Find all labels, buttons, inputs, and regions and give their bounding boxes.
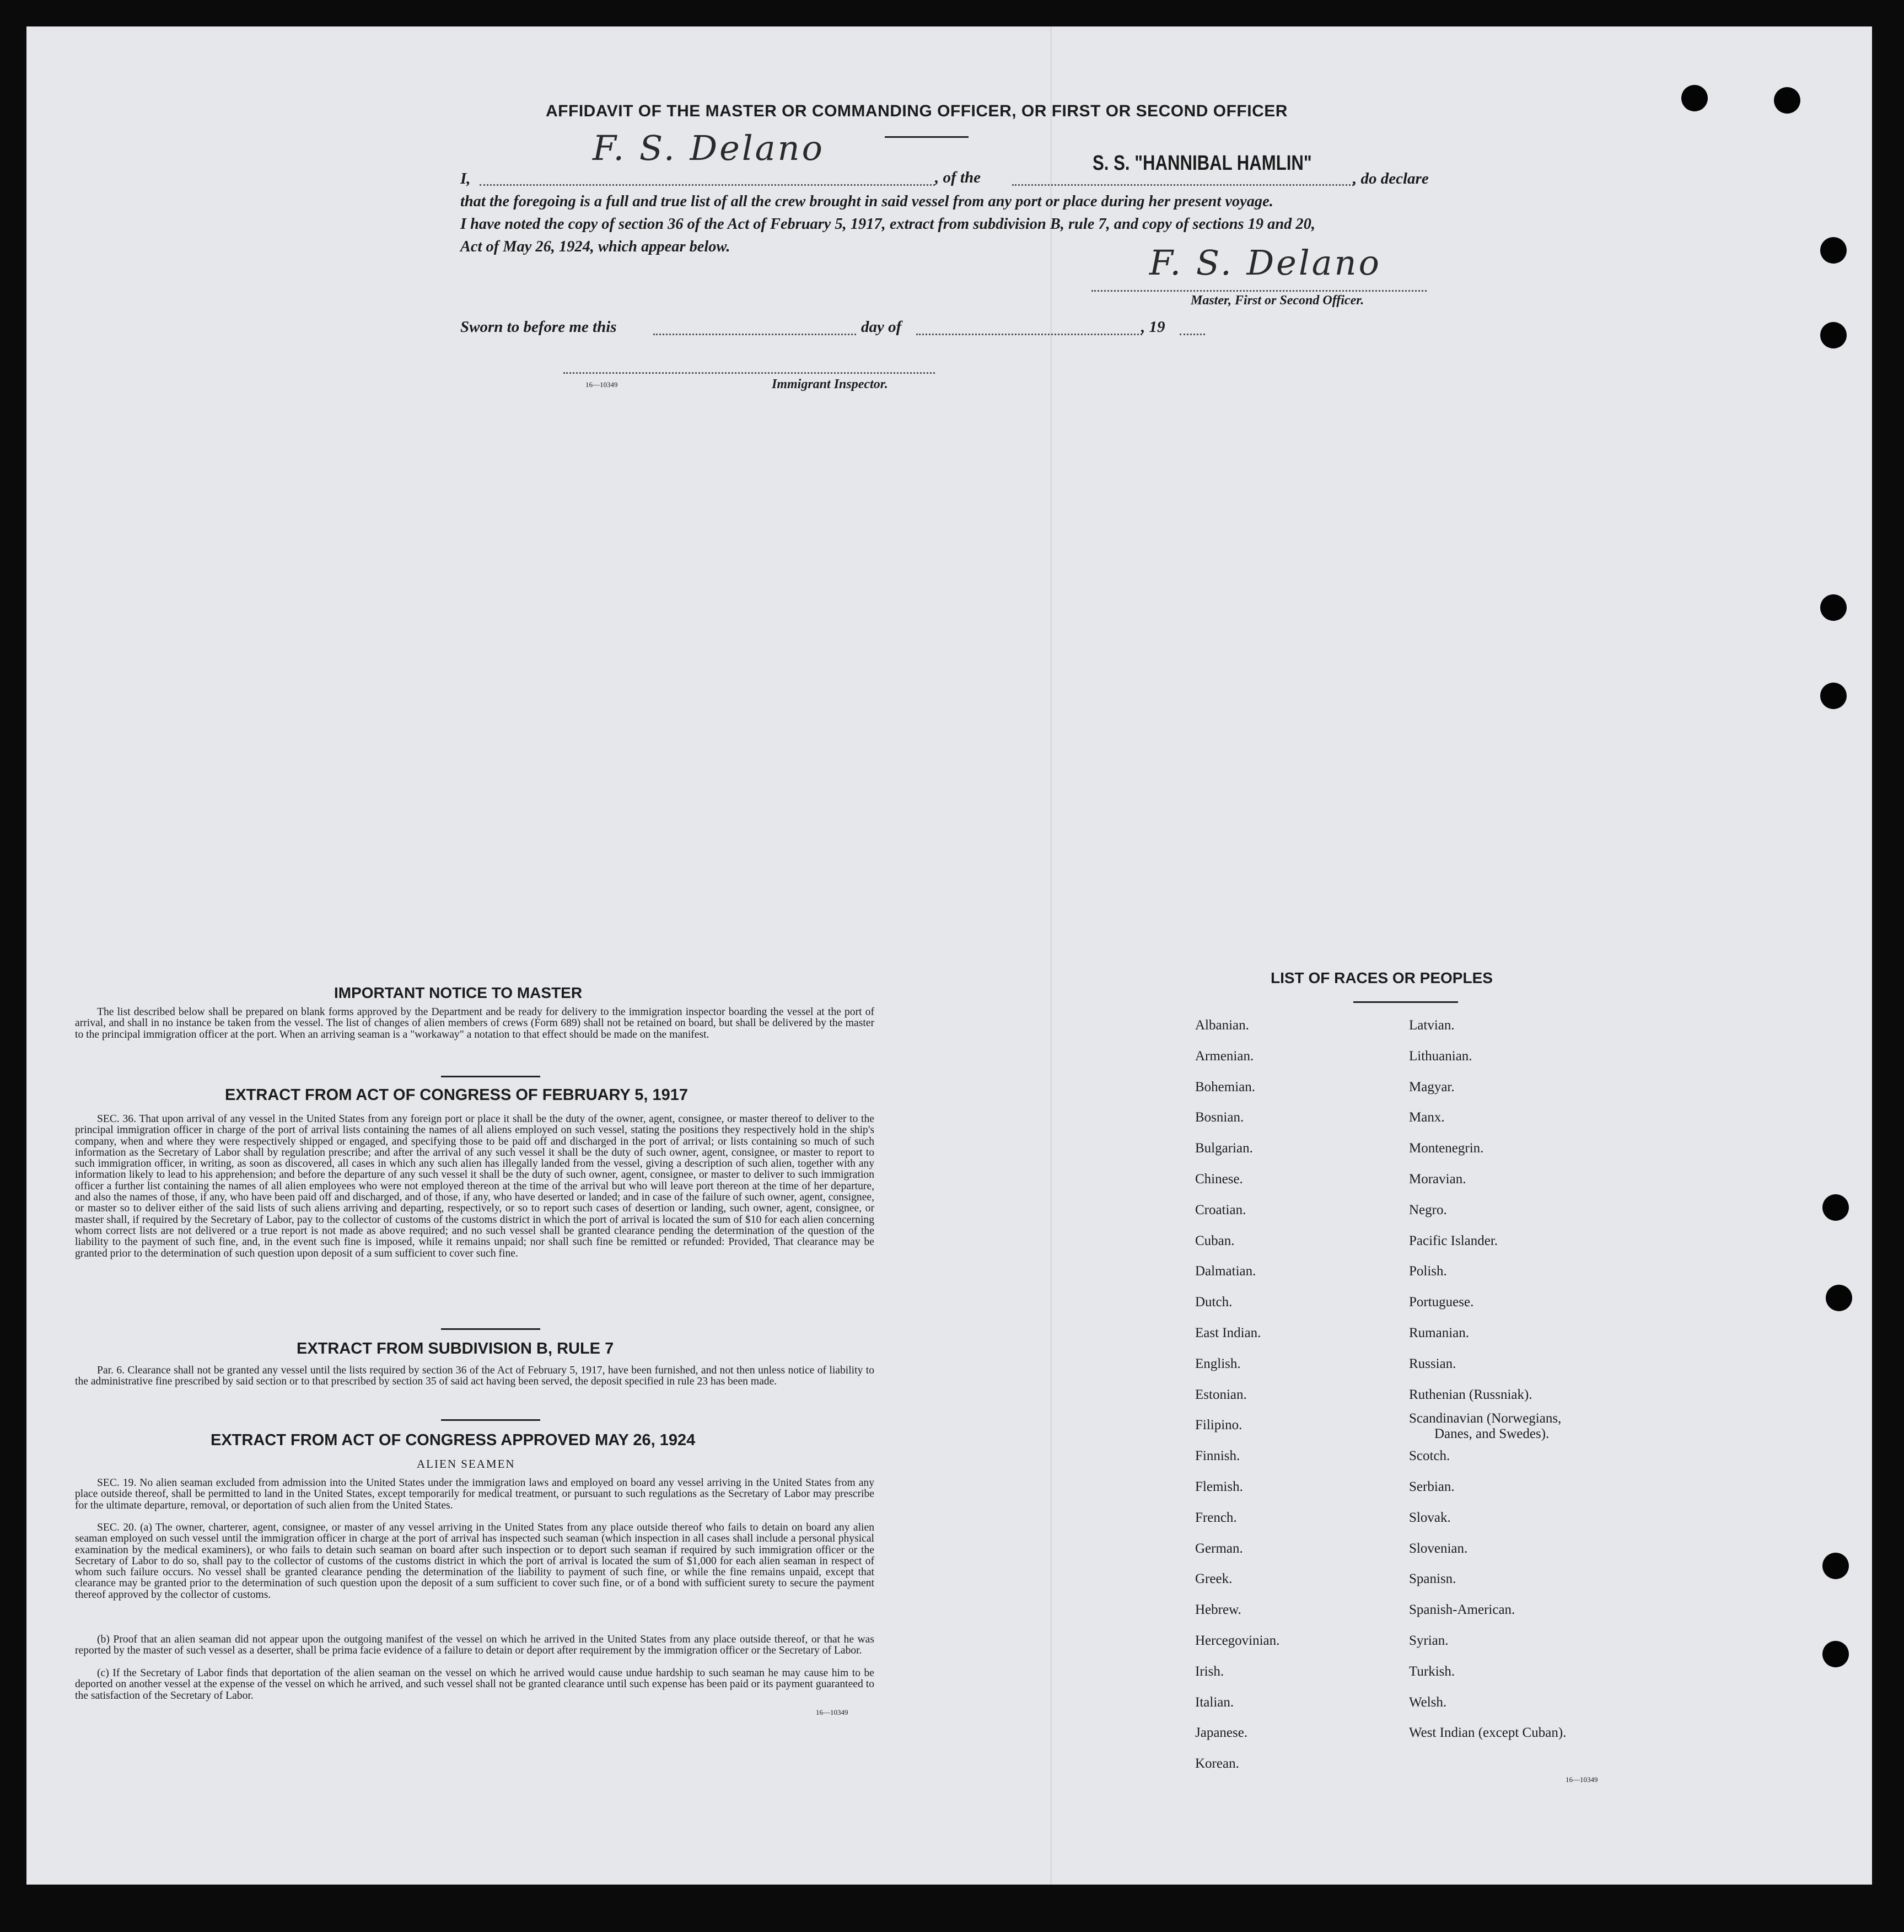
extract-1924-sec20c: (c) If the Secretary of Labor finds that deportation of the alien seaman on the vessel on which he arrived would cause undue hardship to such seaman he may cause him to be deported on another vessel at the expense of the vessel on which he arrived, and such vessel shall not be granted clearance until such expense has been paid or its payment guaranteed to the satisfaction of the Secretary of Labor. <box>75 1667 874 1702</box>
race-item: Filipino. <box>1195 1418 1243 1432</box>
race-item: East Indian. <box>1195 1325 1261 1340</box>
race-item: Hebrew. <box>1195 1602 1241 1617</box>
race-item: Negro. <box>1409 1203 1447 1217</box>
of-the-label: , of the <box>935 169 981 186</box>
race-item: Latvian. <box>1409 1018 1455 1033</box>
affidavit-line-4: Act of May 26, 1924, which appear below. <box>460 238 730 255</box>
race-item: Portuguese. <box>1409 1295 1474 1310</box>
race-item: Serbian. <box>1409 1479 1455 1494</box>
form-number: 16—10349 <box>1566 1775 1598 1784</box>
race-item: English. <box>1195 1356 1241 1371</box>
race-item: Croatian. <box>1195 1203 1246 1217</box>
extract-1924-title: EXTRACT FROM ACT OF CONGRESS APPROVED MAY 26, 1924 <box>211 1431 696 1449</box>
race-item: Slovak. <box>1409 1510 1451 1525</box>
vessel-name: S. S. "HANNIBAL HAMLIN" <box>1093 152 1312 175</box>
race-item: Pacific Islander. <box>1409 1233 1498 1248</box>
race-item: Slovenian. <box>1409 1541 1468 1556</box>
punch-hole <box>1820 322 1847 348</box>
race-item: Chinese. <box>1195 1172 1243 1187</box>
race-item: Cuban. <box>1195 1233 1235 1248</box>
race-item: Russian. <box>1409 1356 1456 1371</box>
extract-rule7-title: EXTRACT FROM SUBDIVISION B, RULE 7 <box>297 1340 614 1357</box>
races-title: LIST OF RACES OR PEOPLES <box>1271 969 1493 986</box>
race-item: Ruthenian (Russniak). <box>1409 1387 1532 1402</box>
year-prefix-label: , 19 <box>1141 318 1165 336</box>
master-signature: F. S. Delano <box>1149 243 1381 283</box>
race-item: German. <box>1195 1541 1243 1556</box>
do-declare-label: , do declare <box>1353 170 1429 187</box>
sworn-month-line <box>916 334 1142 335</box>
extract-1917-title: EXTRACT FROM ACT OF CONGRESS OF FEBRUARY 5, 1917 <box>225 1086 689 1104</box>
race-item: Danes, and Swedes). <box>1434 1426 1550 1441</box>
sworn-year-line <box>1180 334 1205 335</box>
race-item: Finnish. <box>1195 1448 1240 1463</box>
extract-1924-sec20a: SEC. 20. (a) The owner, charterer, agent, consignee, or master of any vessel arriving in the United States from any place outside thereof who fails to detain on board any alien seaman employed on such vessel until the immigration officer in charge at the port of arrival has inspected such seaman (which inspection in all cases shall include a personal physical examination by the medical examiners), or who fails to detain such seaman on board after such inspection or to deport such seaman if required by such immigration officer or the Secretary of Labor to do so, shall pay to the collector of customs of the customs district in which the port of arrival is located the sum of $1,000 for each alien seaman in respect of whom such failure occurs. No vessel shall be granted clearance pending the determination of the liability to payment of such fine, or while the fine remains unpaid, except that clearance may be granted prior to the determination of such question upon the deposit of a sum sufficient to cover such fine, or of a bond with sufficient surety to secure the payment thereof approved by the collector of customs. <box>75 1522 874 1601</box>
extract-1924-sec20b: (b) Proof that an alien seaman did not appear upon the outgoing manifest of the vessel on which he arrived in the United States from any place outside thereof, or that he was reported by the master of such vessel as a deserter, shall be prima facie evidence of a failure to detain or deport after requirement by the immigration officer or the Secretary of Labor. <box>75 1634 874 1657</box>
affidavit-line-2: that the foregoing is a full and true list of all the crew brought in said vessel from any port or place during her present voyage. <box>460 193 1273 210</box>
race-item: Moravian. <box>1409 1172 1466 1187</box>
extract-1917-body: SEC. 36. That upon arrival of any vessel in the United States from any foreign port or place it shall be the duty of the owner, agent, consignee, or master thereof to deliver to the principal immigration officer in charge of the port of arrival lists containing the names of all aliens employed on such vessel, stating the positions they respectively hold in the ship's company, when and where they were respectively shipped or engaged, and specifying those to be paid off and discharged in the port of arrival; or lists containing so much of such information as the Secretary of Labor shall by regulation prescribe; and after the arrival of any such vessel it shall be the duty of such owner, agent, consignee, or master to report to such immigration officer, in writing, as soon as discovered, all cases in which any such alien has illegally landed from the vessel, giving a description of such alien, together with any information likely to lead to his apprehension; and before the departure of any such vessel it shall be the duty of such owner, agent, consignee, or master to deliver to such immigration officer a further list containing the names of all alien employees who were not employed thereon at the time of the arrival but who will leave port thereon at the time of her departure, and also the names of those, if any, who have been paid off and discharged, and of those, if any, who have deserted or landed; and in case of the failure of such owner, agent, consignee, or master so to deliver either of the said lists of such aliens arriving and departing, respectively, or so to report such cases of desertion or landing, such owner, agent, consignee, or master shall, if required by the Secretary of Labor, pay to the collector of customs of the customs district in which the port of arrival is located the sum of $10 for each alien concerning whom correct lists are not delivered or a true report is not made as above required; and no such vessel shall be granted clearance pending the determination of the question of the liability to the payment of such fine, and, in the event such fine is imposed, while it remains unpaid; nor shall such fine be remitted or refunded: Provided, That clearance may be granted prior to the determination of such question upon deposit of a sum sufficient to cover such fine. <box>75 1113 874 1259</box>
punch-hole <box>1681 85 1708 111</box>
form-number: 16—10349 <box>816 1708 848 1716</box>
race-item: Japanese. <box>1195 1725 1248 1740</box>
punch-hole <box>1774 87 1800 114</box>
race-item: Korean. <box>1195 1756 1239 1771</box>
punch-hole <box>1820 237 1847 264</box>
race-item: Lithuanian. <box>1409 1049 1472 1064</box>
section-rule <box>441 1076 540 1077</box>
race-item: Polish. <box>1409 1264 1447 1279</box>
page-fold <box>1050 26 1052 1885</box>
race-item: Italian. <box>1195 1695 1234 1710</box>
affiant-name-line <box>480 184 935 186</box>
affidavit-line-3: I have noted the copy of section 36 of the Act of February 5, 1917, extract from subdivision B, rule 7, and copy of sections 19 and 20, <box>460 216 1315 233</box>
document-page <box>26 26 1872 1885</box>
race-item: Greek. <box>1195 1571 1233 1586</box>
race-item: Irish. <box>1195 1664 1224 1679</box>
day-of-label: day of <box>861 318 902 336</box>
vessel-name-line <box>1012 184 1354 186</box>
inspector-signature-line <box>563 372 935 374</box>
master-caption: Master, First or Second Officer. <box>1191 293 1364 308</box>
race-item: Bohemian. <box>1195 1080 1256 1094</box>
race-item: Armenian. <box>1195 1049 1254 1064</box>
race-item: Syrian. <box>1409 1633 1449 1648</box>
inspector-caption: Immigrant Inspector. <box>772 377 888 391</box>
race-item: Albanian. <box>1195 1018 1249 1033</box>
notice-title: IMPORTANT NOTICE TO MASTER <box>334 984 583 1001</box>
race-item: Bosnian. <box>1195 1110 1244 1125</box>
punch-hole <box>1822 1553 1849 1579</box>
section-rule <box>441 1328 540 1330</box>
race-item: Montenegrin. <box>1409 1141 1484 1156</box>
race-item: French. <box>1195 1510 1237 1525</box>
race-item: West Indian (except Cuban). <box>1409 1725 1567 1740</box>
master-signature-line <box>1091 290 1427 292</box>
extract-rule7-body: Par. 6. Clearance shall not be granted any vessel until the lists required by section 36 of the Act of February 5, 1917, have been furnished, and not then unless notice of liability to the administrative fine prescribed by said section or to that prescribed by section 35 of said act having been served, the deposit specified in rule 23 has been made. <box>75 1365 874 1388</box>
sworn-day-line <box>653 334 856 335</box>
race-item: Bulgarian. <box>1195 1141 1253 1156</box>
race-item: Dalmatian. <box>1195 1264 1256 1279</box>
race-item: Estonian. <box>1195 1387 1247 1402</box>
race-item: Scotch. <box>1409 1448 1450 1463</box>
affiant-label: I, <box>460 170 471 187</box>
race-item: Flemish. <box>1195 1479 1243 1494</box>
race-item: Rumanian. <box>1409 1325 1470 1340</box>
races-title-rule <box>1353 1001 1458 1003</box>
race-item: Manx. <box>1409 1110 1445 1125</box>
affiant-signature: F. S. Delano <box>593 128 825 168</box>
title-rule <box>885 136 969 138</box>
extract-1924-subtitle: ALIEN SEAMEN <box>417 1457 515 1471</box>
race-item: Turkish. <box>1409 1664 1455 1679</box>
race-item: Dutch. <box>1195 1295 1233 1310</box>
sworn-label: Sworn to before me this <box>460 318 617 336</box>
punch-hole <box>1822 1194 1849 1221</box>
punch-hole <box>1826 1285 1852 1311</box>
punch-hole <box>1822 1641 1849 1667</box>
punch-hole <box>1820 683 1847 709</box>
extract-1924-sec19: SEC. 19. No alien seaman excluded from admission into the United States under the immigration laws and employed on board any vessel arriving in the United States from any place outside thereof, shall be permitted to land in the United States, except temporarily for medical treatment, or pursuant to such regulations as the Secretary of Labor may prescribe for the ultimate departure, removal, or deportation of such alien from the United States. <box>75 1477 874 1511</box>
race-item: Spanisn. <box>1409 1571 1456 1586</box>
form-number: 16—10349 <box>585 380 618 389</box>
notice-body: The list described below shall be prepared on blank forms approved by the Department and be ready for delivery to the immigration inspector boarding the vessel at the port of arrival, and shall in no instance be taken from the vessel. The list of changes of alien members of crews (Form 689) shall not be retained on board, but shall be delivered by the master to the principal immigration officer at the port. When an arriving seaman is a "workaway" a notation to that effect should be made on the manifest. <box>75 1006 874 1040</box>
section-rule <box>441 1419 540 1421</box>
race-item: Magyar. <box>1409 1080 1455 1094</box>
affidavit-title: AFFIDAVIT OF THE MASTER OR COMMANDING OFFICER, OR FIRST OR SECOND OFFICER <box>546 102 1288 120</box>
punch-hole <box>1820 594 1847 621</box>
race-item: Welsh. <box>1409 1695 1447 1710</box>
race-item: Scandinavian (Norwegians, <box>1409 1411 1562 1426</box>
race-item: Spanish-American. <box>1409 1602 1515 1617</box>
race-item: Hercegovinian. <box>1195 1633 1280 1648</box>
